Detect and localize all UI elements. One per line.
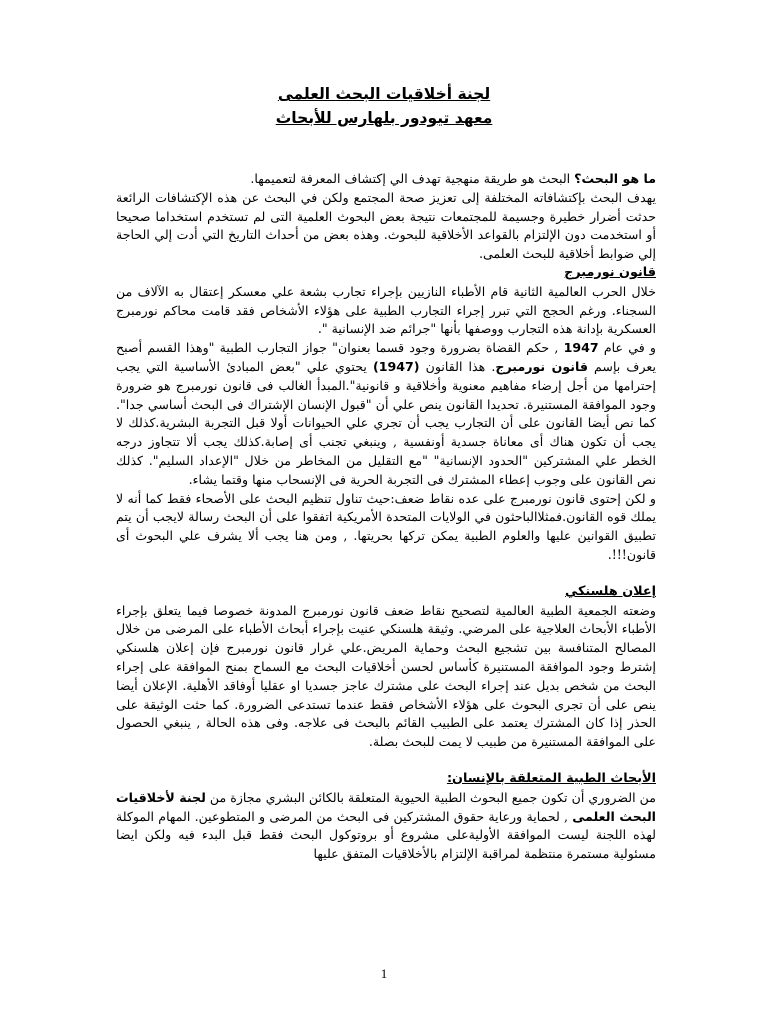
page-number: 1 [380,966,388,981]
spacer [116,565,656,583]
document-titles [0,82,768,130]
intro-lead [116,170,656,189]
section-heading-human-research: الأبحاث الطبية المتعلقة بالإنسان: [446,770,656,786]
year-1947: 1947 [563,340,599,356]
title-line-2: معهد تيودور بلهارس للأبحاث [275,109,493,127]
nuremberg-paragraph-3: و لكن إحتوى قانون نورمبرج على عده نقاط ضعف:حيث تناول تنظيم البحث على الأصحاء فقط كما أنه لا يملك قوه القانون.فمثلاالباحثون في الولايات المتحدة الأمريكية اتفقوا على أن البحث رسالة لايجب أن يتم تطبيق القوانين عليها والعلوم الطبية يمكن تركها بحريتها. , ومن هنا يجب ألا يشرف علي البحوث أى قانون!!!. [116,490,656,562]
nuremberg-paragraph-1: خلال الحرب العالمية الثانية قام الأطباء النازيين بإجراء تجارب بشعة علي معسكر إعتقال به الآلاف من السجناء. ورغم الحجج التي تبرر إجراء التجارب الطبية على هؤلاء الأشخاص فقد قامت محاكم نورمبرج العسكرية بإدانة هذه التجارب ووصفها بأنها "جرائم ضد الإنسانية ". [116,283,656,337]
ethics-committee-bold: لجنة لأخلاقيات البحث العلمى [116,789,656,824]
nuremberg-paragraph-2: و في عام 1947 , حكم القضاة بضرورة وجود قسما بعنوان" جواز التجارب الطبية "وهذا القسم أصبح يعرف بإسم قانون نورمبرج. هذا القانون (1947) يحتوي علي "بعض المبادئ الأساسية التي يجب إحترامها من أجل إرضاء مفاهيم معنوية وأخلاقية و قانونية".المبدأ الغالب فى قانون نورمبرج هو ضرورة وجود الموافقة المستنيرة. تحديدا القانون ينص علي أن "قبول الإنسان الإشتراك فى البحث أساسي جدا". كما نص أيضا القانون على أن التجارب يجب أن تجري علي الحيوانات أولا قبل التجربة البشرية.كذلك لا يجب أن تكون هناك أى معاناة جسدية أونفسية , وينبغي تجنب أى إصابة.كذلك يجب ألا تتجاوز درجه الخطر علي المشتركين "الحدود الإنسانية" "مع التقليل من المخاطر من خلال "الإعداد السليم". كذلك نص القانون على وجوب إعطاء المشترك فى التجربة الحرية فى الإنسحاب منها وقتما يشاء. [116,340,656,487]
spacer [116,752,656,770]
intro-lead-text: البحث هو طريقة منهجية تهدف الي إكتشاف المعرفة لتعميمها. [250,171,575,186]
year-1947-paren: (1947) [372,358,420,374]
intro-paragraph: يهدف البحث بإكتشافاته المختلفة إلى تعزيز صحة المجتمع ولكن في البحث عن هذه الإكتشافات الرائعة حدثت أضرار خطيرة وجسيمة للمجتمعات نتيجة بعض البحوث العلمية التى لم تستخدم استخداما صحيحا أو استخدمت دون الإلتزام بالقواعد الأخلاقية للبحوث. وهذه بعض من أحداث التاريخ التي أدت إلي الحاجة إلي ضوابط أخلاقية للبحث العلمى. [116,189,656,262]
title-line-1: لجنة أخلاقيات البحث العلمى [277,85,491,103]
section-heading-helsinki: إعلان هلسنكي [565,583,656,599]
document-body [116,170,656,864]
section-heading-nuremberg: قانون نورمبرج [564,264,656,280]
intro-lead-bold: ما هو البحث؟ [574,171,656,186]
human-research-paragraph: من الضروري أن تكون جميع البحوث الطبية الحيوية المتعلقة بالكائن البشري مجازة من لجنة لأخلاقيات البحث العلمى , لحماية ورعاية حقوق المشتركين فى البحث من المرضى و المتطوعين. المهام الموكلة لهذه اللجنة ليست الموافقة الأوليةعلى مشروع أو بروتوكول البحث فقط قبل البدء فيه ولكن ايضا مسئولية مستمرة منتظمة لمراقبة الإلتزام بالأخلاقيات المتفق عليها [116,789,656,862]
helsinki-paragraph: وضعته الجمعية الطبية العالمية لتصحيح نقاط ضعف قانون نورمبرج المدونة خصوصا فيما يتعلق بإجراء الأطباء الأبحاث العلاجية على المرضي. وثيقة هلسنكي عنيت بإجراء أبحاث الأطباء على المرضى من خلال المصالح المتنافسة بين تشجيع البحث وحماية المريض.علي غرار قانون نورمبرج فإن إعلان هلسنكي إشترط وجود الموافقة المستنيرة كأساس لحسن أخلاقيات البحث مع السماح بمنح الموافقة على إجراء البحث من شخص بديل عند إجراء البحث على مشترك عاجز جسديا او عقليا أوفاقد الأهلية. الإعلان أيضا ينص على أن تجرى البحوث على هؤلاء الأشخاص فقط عندما تستدعى الضرورة. كما حثت الوثيقة على الحذر إذا كان المشترك يعتمد على الطبيب القائم بالبحث فى علاجه. وفى هذه الحالة , ينبغي الحصول على الموافقة المستنيرة من طبيب لا يمت للبحث بصلة. [116,602,656,750]
nuremberg-code-bold: قانون نورمبرج [495,358,588,374]
